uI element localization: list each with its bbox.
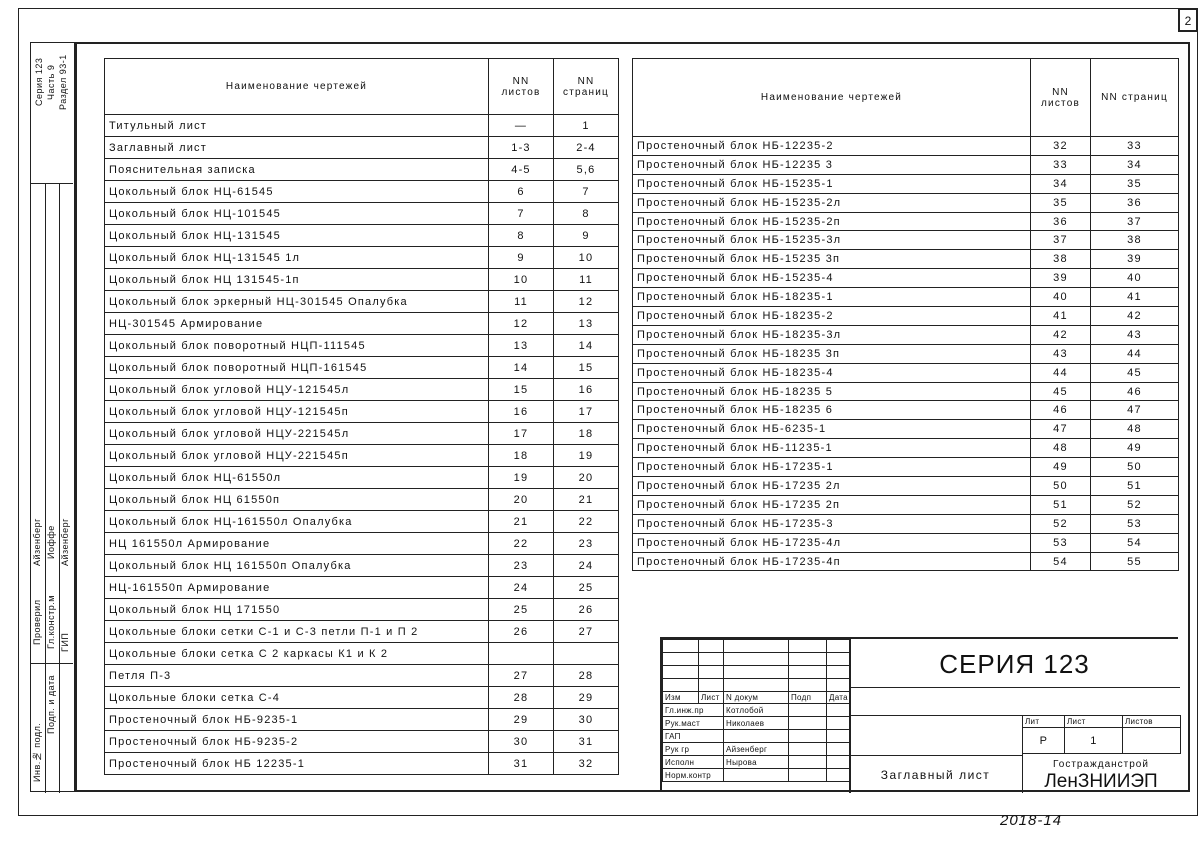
date [827, 756, 850, 769]
drawing-name: Цокольный блок НЦ-161550л Опалубка [105, 511, 489, 533]
sheet-number: 50 [1031, 477, 1091, 496]
drawing-name: Простеночный блок НБ-17235 2п [633, 495, 1031, 514]
sheet-number: 26 [489, 621, 554, 643]
revision-cell [699, 679, 724, 692]
drawing-name: Цокольный блок НЦ 61550п [105, 489, 489, 511]
page-number: 15 [554, 357, 619, 379]
sheet-number: 20 [489, 489, 554, 511]
table-row [105, 753, 619, 775]
table-row [105, 159, 619, 181]
sheet-number: 43 [1031, 344, 1091, 363]
signature [789, 756, 827, 769]
side-stamp [30, 42, 75, 792]
page-number: 31 [554, 731, 619, 753]
sheet-number: 19 [489, 467, 554, 489]
drawing-name: НЦ-161550п Армирование [105, 577, 489, 599]
sheet-number: 51 [1031, 495, 1091, 514]
page-number: 36 [1091, 193, 1179, 212]
table-row [105, 313, 619, 335]
sheet-number: 15 [489, 379, 554, 401]
table-row [633, 325, 1179, 344]
revision-cell [789, 666, 827, 679]
page-number: 26 [554, 599, 619, 621]
revision-cell [827, 666, 850, 679]
col-head: Дата [827, 692, 850, 704]
drawing-name: Цокольные блоки сетки С-1 и С-3 петли П-1 и П 2 [105, 621, 489, 643]
sheet-number: 41 [1031, 307, 1091, 326]
revision-cell [663, 666, 699, 679]
sheet-number: 36 [1031, 212, 1091, 231]
sheet-number: 37 [1031, 231, 1091, 250]
revision-cell [663, 653, 699, 666]
page-number: 45 [1091, 363, 1179, 382]
page-number: 18 [554, 423, 619, 445]
page-number: 10 [554, 247, 619, 269]
sheets-value [1123, 728, 1181, 754]
role: Исполн [663, 756, 724, 769]
sheet-number: 34 [1031, 174, 1091, 193]
page-number: 8 [554, 203, 619, 225]
page-number: 13 [554, 313, 619, 335]
page-number: 49 [1091, 439, 1179, 458]
header-sheets: NN листов [1031, 59, 1091, 137]
revision-cell [663, 640, 699, 653]
sheet-number: 22 [489, 533, 554, 555]
table-row [633, 382, 1179, 401]
table-row [105, 401, 619, 423]
table-row [105, 445, 619, 467]
page-number: 50 [1091, 458, 1179, 477]
table-row [105, 731, 619, 753]
page-number: 44 [1091, 344, 1179, 363]
page-number: 39 [1091, 250, 1179, 269]
page-number: 12 [554, 291, 619, 313]
page-number: 11 [554, 269, 619, 291]
sheet-number: 14 [489, 357, 554, 379]
sheet-number: — [489, 115, 554, 137]
drawing-name: Простеночный блок НБ 12235-1 [105, 753, 489, 775]
signature [789, 743, 827, 756]
drawing-name: Простеночный блок НБ-18235 6 [633, 401, 1031, 420]
signature [789, 769, 827, 782]
drawing-name: Простеночный блок НБ-9235-1 [105, 709, 489, 731]
series-note [33, 47, 73, 117]
drawings-table-left [104, 58, 619, 775]
drawing-name: Простеночный блок НБ-12235 3 [633, 155, 1031, 174]
revision-cell [789, 679, 827, 692]
drawing-name: Простеночный блок НБ-18235-2 [633, 307, 1031, 326]
role-3: Проверил [32, 599, 42, 645]
revision-cell [724, 653, 789, 666]
person-name [724, 730, 789, 743]
drawing-name: Цокольный блок эркерный НЦ-301545 Опалубка [105, 291, 489, 313]
drawing-name: Простеночный блок НБ-9235-2 [105, 731, 489, 753]
page-number: 7 [554, 181, 619, 203]
role: Гл.инж.пр [663, 704, 724, 717]
sheet-number: 40 [1031, 288, 1091, 307]
sheet-number: 54 [1031, 552, 1091, 571]
date [827, 704, 850, 717]
role: Рук.маст [663, 717, 724, 730]
sheet-number: 8 [489, 225, 554, 247]
sheet-number [489, 643, 554, 665]
page-number: 42 [1091, 307, 1179, 326]
sheet-number: 21 [489, 511, 554, 533]
table-row [633, 533, 1179, 552]
series-title: СЕРИЯ 123 [939, 649, 1090, 679]
table-row [105, 577, 619, 599]
signature [789, 730, 827, 743]
sheet-number: 12 [489, 313, 554, 335]
org-top: Гостражданстрой [1053, 759, 1149, 770]
page-number: 38 [1091, 231, 1179, 250]
table-row [105, 269, 619, 291]
series-label: Серия 123 [34, 57, 44, 107]
revision-cell [827, 653, 850, 666]
page-number: 33 [1091, 137, 1179, 156]
stage-grid [1022, 715, 1181, 754]
inv-no-label: Инв.№ подл. [32, 722, 42, 782]
drawing-name: Простеночный блок НБ-15235-4 [633, 269, 1031, 288]
date [827, 717, 850, 730]
drawing-name: Простеночный блок НБ-18235-4 [633, 363, 1031, 382]
page-number: 55 [1091, 552, 1179, 571]
sheets-head: Листов [1123, 716, 1181, 728]
drawing-name: НЦ-301545 Армирование [105, 313, 489, 335]
table-row [105, 137, 619, 159]
sheet-title: Заглавный лист [880, 768, 991, 782]
table-row [105, 247, 619, 269]
sheet-number: 23 [489, 555, 554, 577]
page-number: 34 [1091, 155, 1179, 174]
table-row [633, 174, 1179, 193]
revision-cell [724, 679, 789, 692]
table-row [105, 489, 619, 511]
page-number: 25 [554, 577, 619, 599]
page-number: 43 [1091, 325, 1179, 344]
title-block [660, 637, 1178, 791]
page-number: 53 [1091, 514, 1179, 533]
section-label: Раздел 93-1 [58, 54, 68, 110]
page-number: 30 [554, 709, 619, 731]
col-head: N докум [724, 692, 789, 704]
drawing-name: Простеночный блок НБ-18235 5 [633, 382, 1031, 401]
drawing-name: Цокольный блок НЦ 161550п Опалубка [105, 555, 489, 577]
org-name: ЛенЗНИИЭП [1044, 771, 1158, 792]
drawing-name: Пояснительная записка [105, 159, 489, 181]
table-row [633, 458, 1179, 477]
sheet-number: 7 [489, 203, 554, 225]
drawing-name: Простеночный блок НБ-11235-1 [633, 439, 1031, 458]
drawing-name: Цокольный блок угловой НЦУ-121545л [105, 379, 489, 401]
signature [789, 717, 827, 730]
drawing-name: Простеночный блок НБ-6235-1 [633, 420, 1031, 439]
lit-value: Р [1023, 728, 1065, 754]
drawing-name: Цокольный блок угловой НЦУ-221545п [105, 445, 489, 467]
drawing-name: Цокольный блок НЦ 131545-1п [105, 269, 489, 291]
page-number: 23 [554, 533, 619, 555]
table-row [633, 401, 1179, 420]
drawing-name: Цокольный блок НЦ-131545 [105, 225, 489, 247]
sheet-number: 48 [1031, 439, 1091, 458]
drawing-name: Простеночный блок НБ-17235-1 [633, 458, 1031, 477]
table-row [633, 212, 1179, 231]
drawing-name: Цокольный блок поворотный НЦП-161545 [105, 357, 489, 379]
sheet-number: 53 [1031, 533, 1091, 552]
table-row [633, 495, 1179, 514]
drawing-name: Петля П-3 [105, 665, 489, 687]
document-code: 2018-14 [1000, 812, 1063, 829]
sheet-number: 32 [1031, 137, 1091, 156]
page-number: 19 [554, 445, 619, 467]
revision-cell [789, 653, 827, 666]
page-number: 20 [554, 467, 619, 489]
table-row [633, 477, 1179, 496]
signature [789, 704, 827, 717]
drawing-name: Простеночный блок НБ-17235 2л [633, 477, 1031, 496]
sheet-number: 30 [489, 731, 554, 753]
date [827, 730, 850, 743]
sheet-number: 10 [489, 269, 554, 291]
part-label: Часть 9 [46, 64, 56, 100]
revision-cell [699, 640, 724, 653]
table-row [633, 288, 1179, 307]
drawing-name: Цокольный блок НЦ-101545 [105, 203, 489, 225]
drawing-name: НЦ 161550л Армирование [105, 533, 489, 555]
drawing-name: Титульный лист [105, 115, 489, 137]
table-row [105, 621, 619, 643]
date [827, 743, 850, 756]
page-number: 51 [1091, 477, 1179, 496]
table-row [105, 225, 619, 247]
drawings-table-right [632, 58, 1179, 571]
drawing-name: Простеночный блок НБ-17235-4п [633, 552, 1031, 571]
sheet-number: 46 [1031, 401, 1091, 420]
drawing-name: Простеночный блок НБ-15235-3л [633, 231, 1031, 250]
sheet-number: 27 [489, 665, 554, 687]
sheet-number: 11 [489, 291, 554, 313]
revision-cell [663, 679, 699, 692]
sheet-number: 44 [1031, 363, 1091, 382]
sheet-head: Лист [1065, 716, 1123, 728]
page-number: 14 [554, 335, 619, 357]
table-row [105, 643, 619, 665]
drawing-name: Цокольный блок НЦ 171550 [105, 599, 489, 621]
table-row [633, 137, 1179, 156]
role-1: Гл.констр.м [46, 595, 56, 649]
sheet-number: 29 [489, 709, 554, 731]
page-number: 9 [554, 225, 619, 247]
sheet-number: 38 [1031, 250, 1091, 269]
sheet-number: 35 [1031, 193, 1091, 212]
person-name: Айзенберг [724, 743, 789, 756]
page-number: 52 [1091, 495, 1179, 514]
col-head: Лист [699, 692, 724, 704]
revision-cell [827, 640, 850, 653]
page-number: 22 [554, 511, 619, 533]
drawing-name: Простеночный блок НБ-18235-1 [633, 288, 1031, 307]
sheet-number: 25 [489, 599, 554, 621]
sheet-value: 1 [1065, 728, 1123, 754]
table-row [633, 269, 1179, 288]
sheet-number: 39 [1031, 269, 1091, 288]
table-row [105, 599, 619, 621]
revision-cell [699, 666, 724, 679]
drawing-name: Цокольный блок угловой НЦУ-221545л [105, 423, 489, 445]
table-row [105, 467, 619, 489]
header-pages: NN страниц [1091, 59, 1179, 137]
drawing-name: Простеночный блок НБ-15235 3п [633, 250, 1031, 269]
role-2: ГИП [60, 632, 70, 652]
col-head: Подп [789, 692, 827, 704]
table-row [105, 555, 619, 577]
table-row [105, 533, 619, 555]
sheet-number: 18 [489, 445, 554, 467]
page-number: 48 [1091, 420, 1179, 439]
revision-cell [699, 653, 724, 666]
table-row [633, 363, 1179, 382]
drawing-name: Цокольные блоки сетка С 2 каркасы К1 и К 2 [105, 643, 489, 665]
header-name: Наименование чертежей [633, 59, 1031, 137]
sheet-number: 47 [1031, 420, 1091, 439]
sheet-number: 1-3 [489, 137, 554, 159]
table-row [633, 439, 1179, 458]
page-number: 21 [554, 489, 619, 511]
sheet-number: 31 [489, 753, 554, 775]
table-row [105, 665, 619, 687]
sheet-number: 52 [1031, 514, 1091, 533]
page-number: 54 [1091, 533, 1179, 552]
sheet-number: 49 [1031, 458, 1091, 477]
table-row [633, 155, 1179, 174]
revision-cell [789, 640, 827, 653]
drawing-name: Простеночный блок НБ-15235-2л [633, 193, 1031, 212]
drawing-name: Цокольный блок поворотный НЦП-111545 [105, 335, 489, 357]
table-row [633, 514, 1179, 533]
drawing-name: Простеночный блок НБ-17235-3 [633, 514, 1031, 533]
table-row [105, 181, 619, 203]
revision-cell [724, 640, 789, 653]
person-name: Котлобой [724, 704, 789, 717]
person-name: Нырова [724, 756, 789, 769]
page-number [554, 643, 619, 665]
revision-cell [724, 666, 789, 679]
sheet-number: 13 [489, 335, 554, 357]
name-3: Айзенберг [32, 518, 42, 566]
table-row [105, 687, 619, 709]
page-number: 16 [554, 379, 619, 401]
sheet-number: 6 [489, 181, 554, 203]
page-number: 1 [554, 115, 619, 137]
table-row [105, 423, 619, 445]
drawing-name: Простеночный блок НБ-18235-3л [633, 325, 1031, 344]
drawing-name: Цокольный блок НЦ-131545 1л [105, 247, 489, 269]
page-number: 2-4 [554, 137, 619, 159]
table-row [633, 193, 1179, 212]
table-row [633, 307, 1179, 326]
sheet-number: 17 [489, 423, 554, 445]
drawing-name: Цокольный блок НЦ-61550л [105, 467, 489, 489]
drawing-name: Простеночный блок НБ-15235-2п [633, 212, 1031, 231]
drawing-name: Заглавный лист [105, 137, 489, 159]
date [827, 769, 850, 782]
table-row [633, 250, 1179, 269]
page-number: 40 [1091, 269, 1179, 288]
header-name: Наименование чертежей [105, 59, 489, 115]
drawing-name: Цокольные блоки сетка С-4 [105, 687, 489, 709]
role: Рук гр [663, 743, 724, 756]
page-number: 5,6 [554, 159, 619, 181]
page-number: 24 [554, 555, 619, 577]
table-row [105, 335, 619, 357]
name-2: Айзенберг [60, 518, 70, 566]
sheet-number: 16 [489, 401, 554, 423]
sheet-number: 4-5 [489, 159, 554, 181]
page-number-box [1178, 8, 1198, 32]
table-row [105, 291, 619, 313]
drawing-name: Цокольный блок угловой НЦУ-121545п [105, 401, 489, 423]
sheet-number: 42 [1031, 325, 1091, 344]
revision-cell [827, 679, 850, 692]
page-number: 35 [1091, 174, 1179, 193]
table-row [633, 552, 1179, 571]
col-head: Изм [663, 692, 699, 704]
table-row [105, 357, 619, 379]
sheet-number: 9 [489, 247, 554, 269]
sheet-number: 24 [489, 577, 554, 599]
table-row [105, 115, 619, 137]
sign-date-label: Подп. и дата [46, 674, 56, 734]
table-row [633, 420, 1179, 439]
page-number: 37 [1091, 212, 1179, 231]
page-number: 41 [1091, 288, 1179, 307]
sheet-number: 28 [489, 687, 554, 709]
drawing-name: Цокольный блок НЦ-61545 [105, 181, 489, 203]
drawing-name: Простеночный блок НБ-17235-4л [633, 533, 1031, 552]
table-row [633, 231, 1179, 250]
person-name: Николаев [724, 717, 789, 730]
page-number: 27 [554, 621, 619, 643]
table-row [105, 511, 619, 533]
table-row [105, 709, 619, 731]
lit-head: Лит [1023, 716, 1065, 728]
sheet-number: 45 [1031, 382, 1091, 401]
drawing-name: Простеночный блок НБ-12235-2 [633, 137, 1031, 156]
revision-grid [662, 639, 850, 782]
table-row [105, 203, 619, 225]
page-number: 29 [554, 687, 619, 709]
name-1: Иоффе [46, 525, 56, 559]
role: Норм.контр [663, 769, 724, 782]
page-number: 47 [1091, 401, 1179, 420]
page-number: 2 [1184, 14, 1192, 28]
drawing-name: Простеночный блок НБ-18235 3п [633, 344, 1031, 363]
table-row [105, 379, 619, 401]
page-number: 28 [554, 665, 619, 687]
page-number: 32 [554, 753, 619, 775]
sheet-number: 33 [1031, 155, 1091, 174]
header-sheets: NN листов [489, 59, 554, 115]
person-name [724, 769, 789, 782]
page-number: 46 [1091, 382, 1179, 401]
table-row [633, 344, 1179, 363]
header-pages: NN страниц [554, 59, 619, 115]
page-number: 17 [554, 401, 619, 423]
role: ГАП [663, 730, 724, 743]
drawing-name: Простеночный блок НБ-15235-1 [633, 174, 1031, 193]
